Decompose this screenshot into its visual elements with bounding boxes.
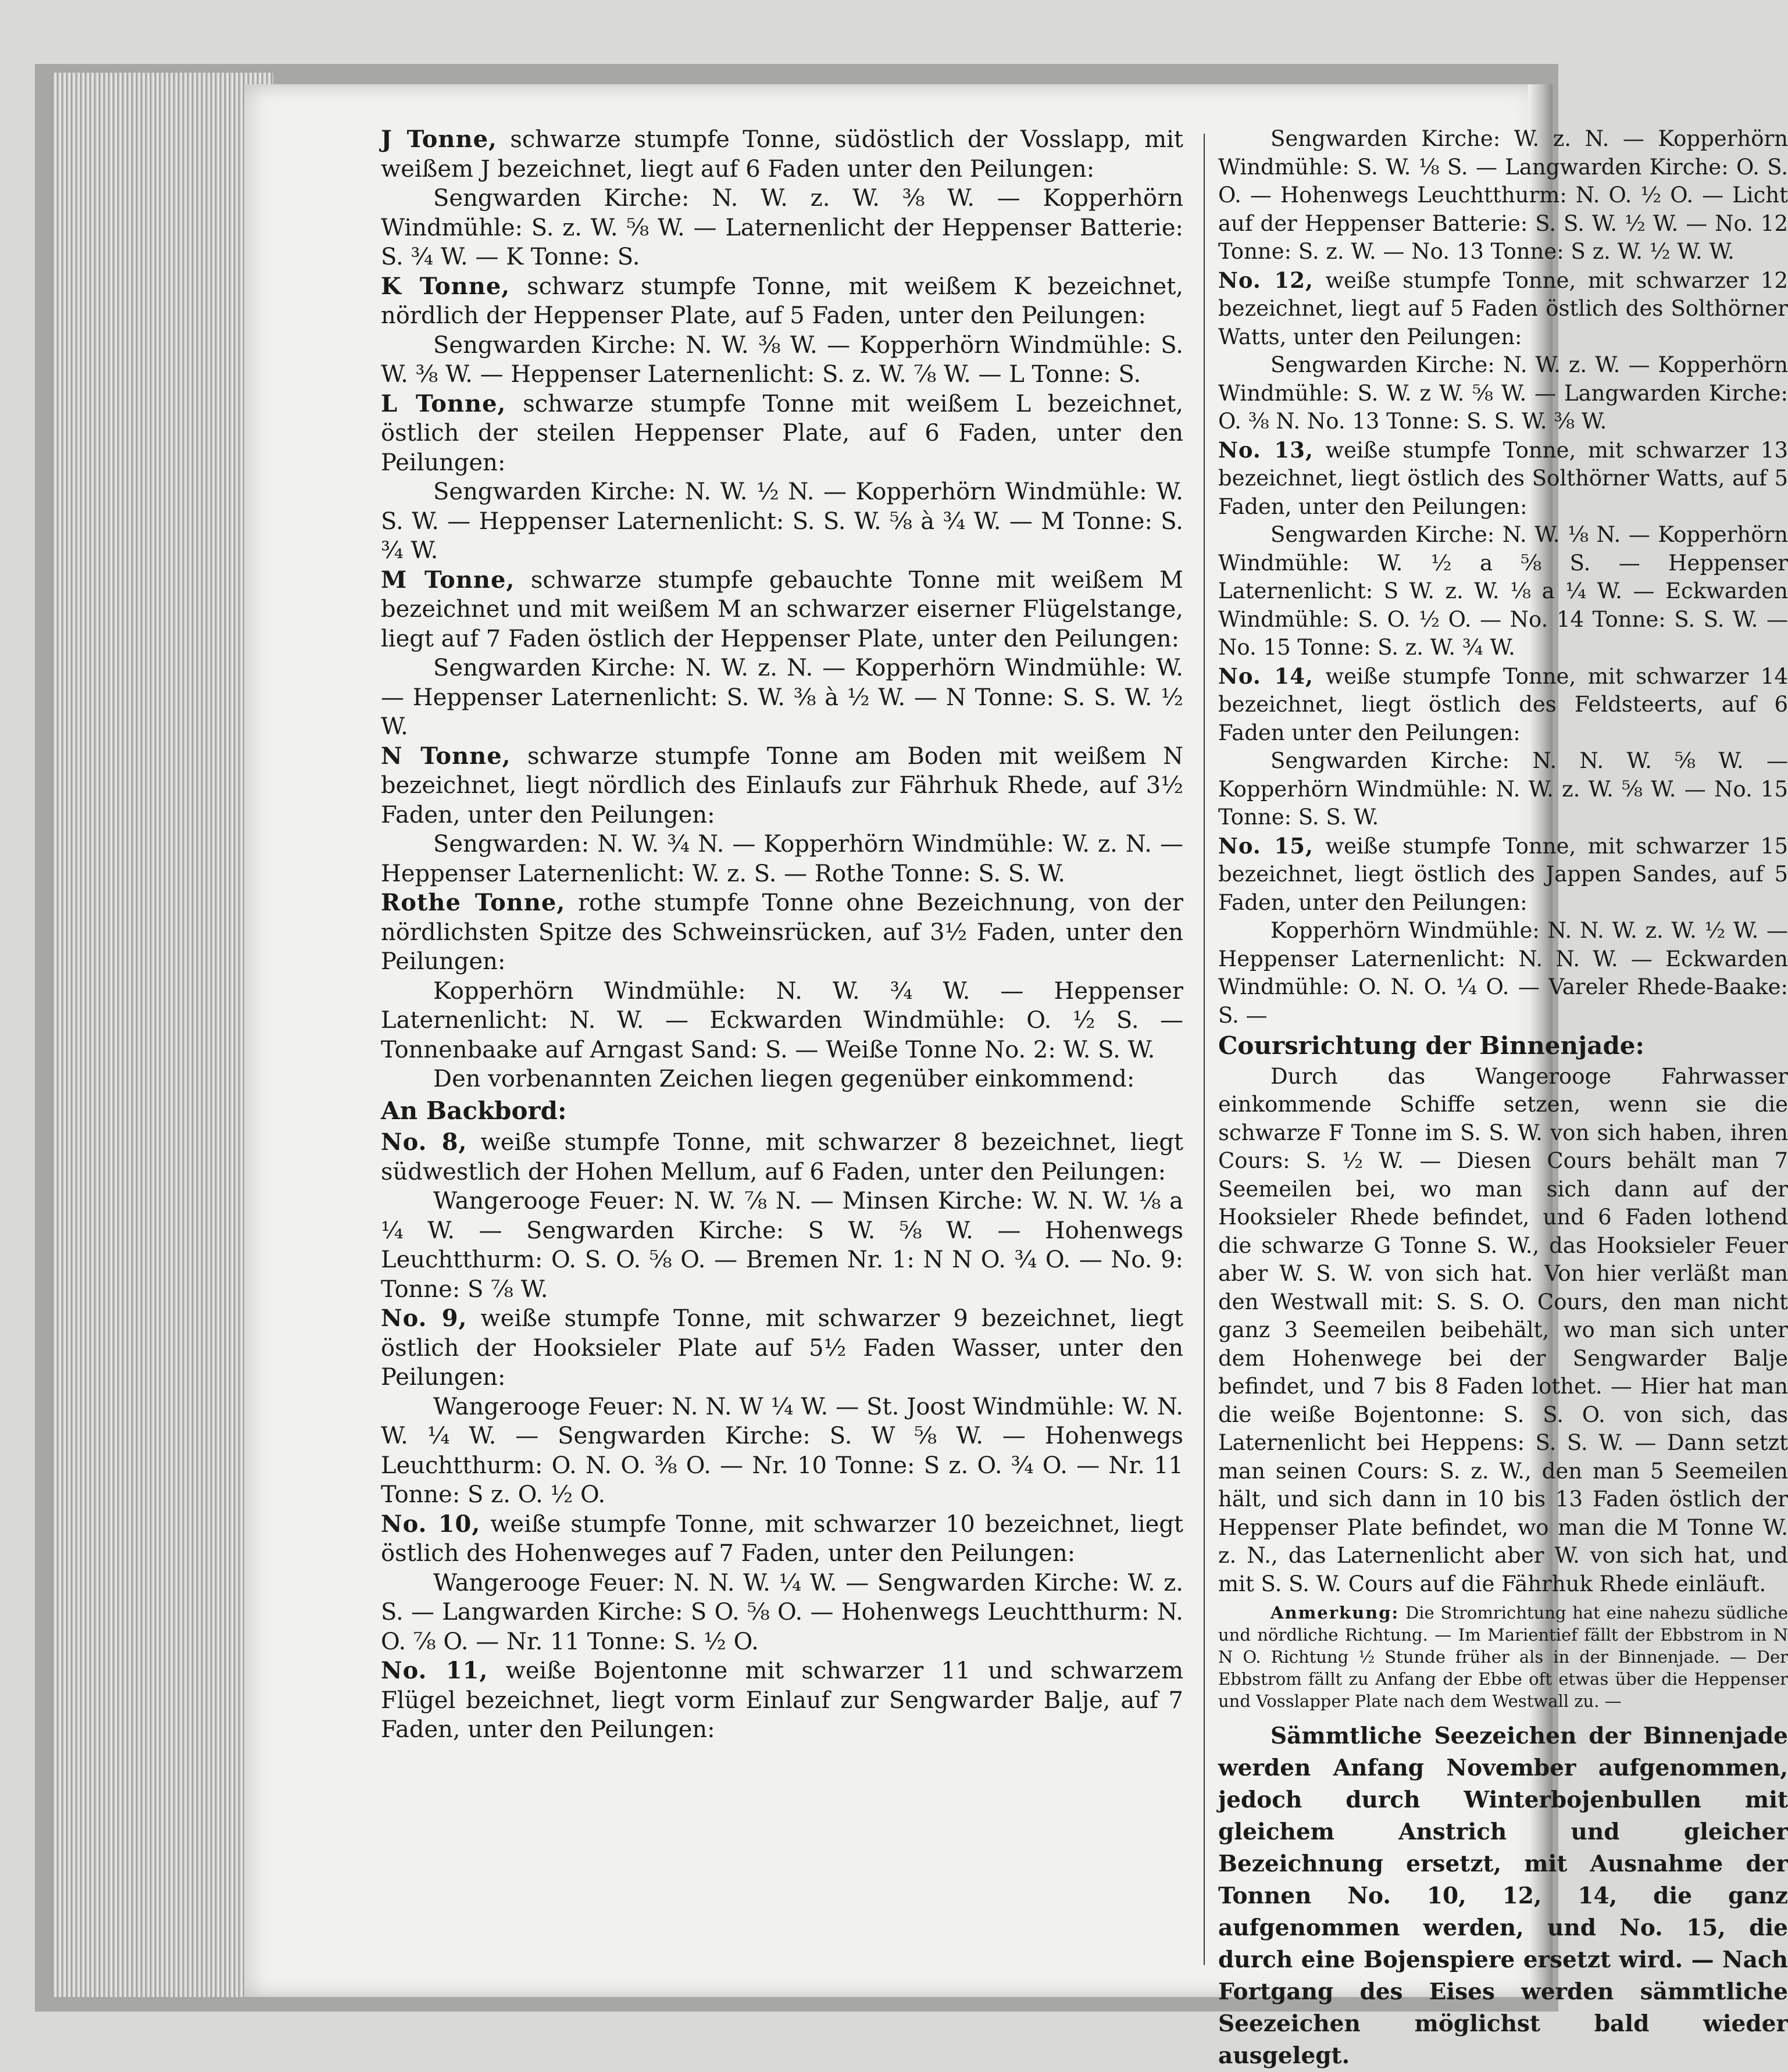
entry-no-9: No. 9, weiße stumpfe Tonne, mit schwarzer 9 bezeichnet, liegt östlich der Hooksieler Plate auf 5½ Faden Wasser, unter den Peilungen: Wangerooge Feuer: N. N. W ¼ W. — St. Joost Windmühle: W. N. W. ¼ W. — Sengwarden Kirche: S. W ⅝ W. — Hohenwegs Leuchtthurm: O. N. O. ⅜ O. — Nr. 10 Tonne: S z. O. ¾ O. — Nr. 11 Tonne: S z. O. ½ O. [381,1305,1183,1508]
continuation-bearings: Sengwarden Kirche: W. z. N. — Kopperhörn Windmühle: S. W. ⅛ S. — Langwarden Kirche: O. S. O. — Hohenwegs Leuchtthurm: N. O. ½ O. — Licht auf der Heppenser Batterie: S. S. W. ½ W. — No. 12 Tonne: S. z. W. — No. 13 Tonne: S z. W. ½ W. W. [1218,126,1788,264]
entry-no-8: No. 8, weiße stumpfe Tonne, mit schwarzer 8 bezeichnet, liegt südwestlich der Hohen Mellum, auf 6 Faden, unter den Peilungen: Wangerooge Feuer: N. W. ⅞ N. — Minsen Kirche: W. N. W. ⅛ a ¼ W. — Sengwarden Kirche: S W. ⅝ W. — Hohenwegs Leuchtthurm: O. S. O. ⅝ O. — Bremen Nr. 1: N N O. ¾ O. — No. 9: Tonne: S ⅞ W. [381,1128,1183,1303]
book-page [244,84,1788,2069]
section-heading-backbord: An Backbord: [381,1096,567,1125]
right-column [1218,125,1788,2072]
left-column [381,125,1183,1745]
entry-n-tonne: N Tonne, schwarze stumpfe Tonne am Boden mit weißem N bezeichnet, liegt nördlich des Einlaufs zur Fährhuk Rhede, auf 3½ Faden, unter den Peilungen: Sengwarden: N. W. ¾ N. — Kopperhörn Windmühle: W. z. N. — Heppenser Laternenlicht: W. z. S. — Rothe Tonne: S. S. W. [381,742,1183,887]
section-heading-coursrichtung: Coursrichtung der Binnenjade: [1218,1031,1645,1060]
entry-j-tonne: J Tonne, schwarze stumpfe Tonne, südöstlich der Vosslapp, mit weißem J bezeichnet, liegt auf 6 Faden unter den Peilungen: Sengwarden Kirche: N. W. z. W. ⅜ W. — Kopperhörn Windmühle: S. z. W. ⅝ W. — Laternenlicht der Heppenser Batterie: S. ¾ W. — K Tonne: S. [381,126,1183,270]
course-text: Durch das Wangerooge Fahrwasser einkommende Schiffe setzen, wenn sie die schwarze F Tonne im S. S. W. von sich haben, ihren Cours: S. ½ W. — Diesen Cours behält man 7 Seemeilen bei, wo man sich dann auf der Hooksieler Rhede befindet, und 6 Faden lothend die schwarze G Tonne S. W., das Hooksieler Feuer aber W. S. W. von sich hat. Von hier verläßt man den Westwall mit: S. S. O. Cours, den man nicht ganz 3 Seemeilen beibehält, wo man sich unter dem Hohenwege bei der Sengwarder Balje befindet, und 7 bis 8 Faden lothet. — Hier hat man die weiße Bojentonne: S. S. O. von sich, das Laternenlicht bei Heppens: S. S. W. — Dann setzt man seinen Cours: S. z. W., den man 5 Seemeilen hält, und sich dann in 10 bis 13 Faden östlich der Heppenser Plate befindet, wo man die M Tonne W. z. N., das Laternenlicht aber W. von sich hat, und mit S. S. W. Cours auf die Fährhuk Rhede einläuft. [1218,1063,1788,1596]
page-edges [52,73,273,1997]
note-paragraph: Anmerkung: Die Stromrichtung hat eine nahezu südliche und nördliche Richtung. — Im Marientief fällt der Ebbstrom in N N O. Richtung ½ Stunde früher als in der Binnenjade. — Der Ebbstrom fällt zu Anfang der Ebbe oft etwas über die Heppenser und Vosslapper Plate nach dem Westwall zu. — [1218,1603,1788,1711]
entry-no-13: No. 13, weiße stumpfe Tonne, mit schwarzer 13 bezeichnet, liegt östlich des Solthörner Watts, auf 5 Faden, unter den Peilungen: Sengwarden Kirche: N. W. ⅛ N. — Kopperhörn Windmühle: W. ½ a ⅝ S. — Heppenser Laternenlicht: S W. z. W. ⅛ a ¼ W. — Eckwarden Windmühle: S. O. ½ O. — No. 14 Tonne: S. S. W. — No. 15 Tonne: S. z. W. ¾ W. [1218,437,1788,660]
entry-no-14: No. 14, weiße stumpfe Tonne, mit schwarzer 14 bezeichnet, liegt östlich des Feldsteerts, auf 6 Faden unter den Peilungen: Sengwarden Kirche: N. N. W. ⅝ W. — Kopperhörn Windmühle: N. W. z. W. ⅝ W. — No. 15 Tonne: S. S. W. [1218,663,1788,830]
entry-rothe-tonne: Rothe Tonne, rothe stumpfe Tonne ohne Bezeichnung, von der nördlichsten Spitze des Schweinsrücken, auf 3½ Faden, unter den Peilungen: Kopperhörn Windmühle: N. W. ¾ W. — Heppenser Laternenlicht: N. W. — Eckwarden Windmühle: O. ½ S. — Tonnenbaake auf Arngast Sand: S. — Weiße Tonne No. 2: W. S. W. [381,889,1184,1063]
entry-no-11: No. 11, weiße Bojentonne mit schwarzer 11 und schwarzem Flügel bezeichnet, liegt vorm Einlauf zur Sengwarder Balje, auf 7 Faden, unter den Peilungen: [381,1657,1184,1743]
entry-k-tonne: K Tonne, schwarz stumpfe Tonne, mit weißem K bezeichnet, nördlich der Heppenser Plate, auf 5 Faden, unter den Peilungen: Sengwarden Kirche: N. W. ⅜ W. — Kopperhörn Windmühle: S. W. ⅜ W. — Heppenser Laternenlicht: S. z. W. ⅞ W. — L Tonne: S. [381,272,1184,388]
column-divider [1204,134,1205,1965]
entry-no-12: No. 12, weiße stumpfe Tonne, mit schwarzer 12 bezeichnet, liegt auf 5 Faden östlich des Solthörner Watts, unter den Peilungen: Sengwarden Kirche: N. W. z. W. — Kopperhörn Windmühle: S. W. z W. ⅝ W. — Langwarden Kirche: O. ⅜ N. No. 13 Tonne: S. S. W. ⅜ W. [1218,267,1788,434]
entry-no-15: No. 15, weiße stumpfe Tonne, mit schwarzer 15 bezeichnet, liegt östlich des Jappen Sandes, auf 5 Faden, unter den Peilungen: Kopperhörn Windmühle: N. N. W. z. W. ½ W. — Heppenser Laternenlicht: N. N. W. — Eckwarden Windmühle: O. N. O. ¼ O. — Vareler Rhede-Baake: S. — [1218,833,1788,1028]
entry-no-10: No. 10, weiße stumpfe Tonne, mit schwarzer 10 bezeichnet, liegt östlich des Hohenweges auf 7 Faden, unter den Peilungen: Wangerooge Feuer: N. N. W. ¼ W. — Sengwarden Kirche: W. z. S. — Langwarden Kirche: S O. ⅝ O. — Hohenwegs Leuchtthurm: N. O. ⅞ O. — Nr. 11 Tonne: S. ½ O. [381,1510,1184,1655]
closing-paragraph: Sämmtliche Seezeichen der Binnenjade werden Anfang November aufgenommen, jedoch durch Winterbojenbullen mit gleichem Anstrich und gleicher Bezeichnung ersetzt, mit Ausnahme der Tonnen No. 10, 12, 14, die ganz aufgenommen werden, und No. 15, die durch eine Bojenspiere ersetzt wird. — Nach Fortgang des Eises werden sämmtliche Seezeichen möglichst bald wieder ausgelegt. [1218,1723,1788,2069]
intro-text: Den vorbenannten Zeichen liegen gegenüber einkommend: [433,1066,1135,1092]
entry-m-tonne: M Tonne, schwarze stumpfe gebauchte Tonne mit weißem M bezeichnet und mit weißem M an schwarzer eiserner Flügelstange, liegt auf 7 Faden östlich der Heppenser Plate, unter den Peilungen: Sengwarden Kirche: N. W. z. N. — Kopperhörn Windmühle: W. — Heppenser Laternenlicht: S. W. ⅜ à ½ W. — N Tonne: S. S. W. ½ W. [381,566,1183,740]
entry-l-tonne: L Tonne, schwarze stumpfe Tonne mit weißem L bezeichnet, östlich der steilen Heppenser Plate, auf 6 Faden, unter den Peilungen: Sengwarden Kirche: N. W. ½ N. — Kopperhörn Windmühle: W. S. W. — Heppenser Laternenlicht: S. S. W. ⅝ à ¾ W. — M Tonne: S. ¾ W. [381,390,1184,564]
